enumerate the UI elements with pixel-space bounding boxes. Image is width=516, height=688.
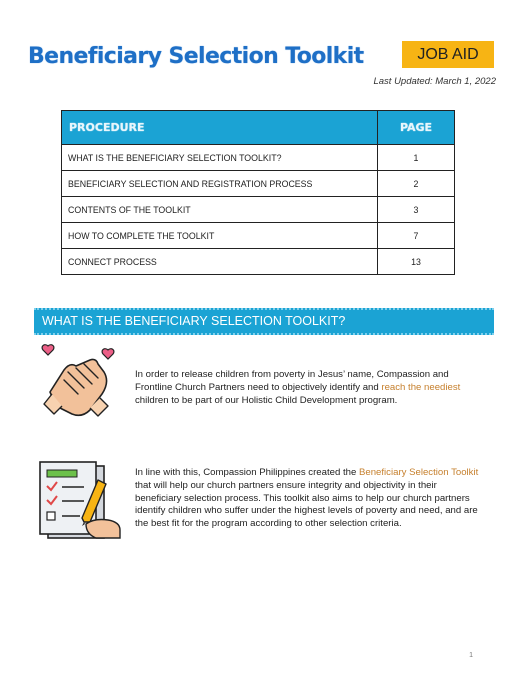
- highlight-text: reach the neediest: [381, 381, 461, 393]
- table-row: [62, 197, 455, 223]
- page-cell: 2: [378, 171, 455, 197]
- procedure-cell: WHAT IS THE BENEFICIARY SELECTION TOOLKIT?: [62, 145, 378, 171]
- page-title: Beneficiary Selection Toolkit: [28, 44, 364, 69]
- table-row: [62, 223, 455, 249]
- intro-paragraph: In order to release children from poverty in Jesus’ name, Compassion and Frontline Church Partners need to objectively identify and reach the neediest children to be part of our Holistic Child Development program.: [135, 369, 461, 406]
- table-header-row: [62, 111, 455, 145]
- table-row: [62, 145, 455, 171]
- section-heading-bar: [34, 308, 494, 335]
- page-cell: 7: [378, 223, 455, 249]
- toolkit-paragraph: In line with this, Compassion Philippines created the Beneficiary Selection Toolkit that will help our church partners ensure integrity and objectivity in their beneficiary selection process. This toolkit also aims to help our church partners identify children who suffer under the highest levels of poverty and need, and are the best fit for the program according to other selection criteria.: [135, 467, 479, 530]
- page-cell: 1: [378, 145, 455, 171]
- table-row: [62, 171, 455, 197]
- page-number: 1: [469, 652, 473, 659]
- procedure-table: [61, 110, 455, 275]
- table-row: [62, 249, 455, 275]
- hands-heart-icon: [38, 342, 124, 422]
- page-cell: 13: [378, 249, 455, 275]
- checklist-pencil-icon: [38, 460, 122, 542]
- highlight-text: Beneficiary Selection Toolkit: [358, 467, 479, 478]
- procedure-cell: BENEFICIARY SELECTION AND REGISTRATION PROCESS: [62, 171, 378, 197]
- procedure-cell: CONNECT PROCESS: [62, 249, 378, 275]
- section-heading: WHAT IS THE BENEFICIARY SELECTION TOOLKIT?: [42, 314, 346, 328]
- page-header: PAGE: [378, 111, 455, 145]
- job-aid-badge: JOB AID: [402, 41, 494, 68]
- procedure-cell: CONTENTS OF THE TOOLKIT: [62, 197, 378, 223]
- procedure-header: PROCEDURE: [62, 111, 378, 145]
- last-updated-date: Last Updated: March 1, 2022: [373, 76, 496, 87]
- procedure-cell: HOW TO COMPLETE THE TOOLKIT: [62, 223, 378, 249]
- page-cell: 3: [378, 197, 455, 223]
